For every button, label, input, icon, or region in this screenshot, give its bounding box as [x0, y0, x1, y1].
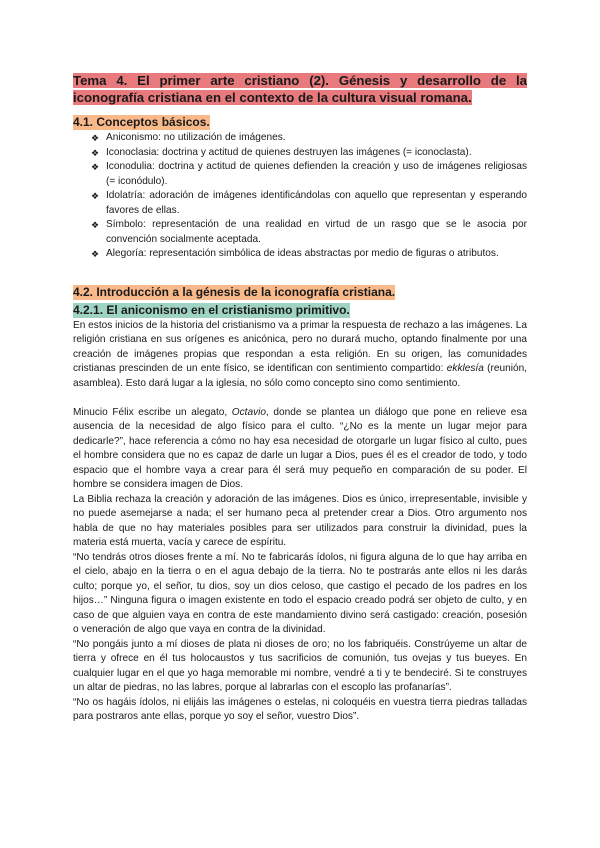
diamond-bullet-icon: ❖ [91, 147, 100, 158]
list-item: ❖ Símbolo: representación de una realidad en virtud de un rasgo que se le asocia por convención socialmente aceptada. [91, 219, 527, 245]
list-item: ❖ Alegoría: representación simbólica de ideas abstractas por medio de figuras o atributos. [91, 247, 527, 262]
list-item: ❖ Idolatría: adoración de imágenes identificándolas con aquello que representan y esperando favores de ellas. [91, 190, 527, 216]
list-item: ❖ Iconoclasia: doctrina y actitud de quienes destruyen las imágenes (= iconoclasta). [91, 146, 527, 161]
page-title: Tema 4. El primer arte cristiano (2). Génesis y desarrollo de la iconografía cristiana en el contexto de la cultura visual romana. [73, 73, 527, 105]
paragraph-spacer [73, 391, 527, 406]
subsection-heading-aniconism: 4.2.1. El aniconismo en el cristianismo primitivo. [73, 302, 350, 317]
quote-paragraph: “No os hagáis ídolos, ni elijáis las imágenes o estelas, ni coloquéis en vuestra tierra piedras talladas para postraros ante ellas, porque yo soy el señor, vuestro Dios”. [73, 696, 527, 722]
list-item: ❖ Aniconismo: no utilización de imágenes. [91, 131, 527, 146]
diamond-bullet-icon: ❖ [91, 162, 100, 172]
section-basic-concepts [73, 113, 527, 262]
quote-paragraph: “No pongáis junto a mí dioses de plata ni dioses de oro; no los fabriquéis. Constrúyeme un altar de tierra y ofrece en él tus holocaustos y tus sacrificios de comunión, tus ovejas y tus bueyes. En cualquier lugar en el que yo haga memorable mi nombre, vendré a ti y te bendeciré. Si te construyes un altar de piedras, no las labres, porque al labrarlas con el escoplo las profanarías”. [73, 638, 527, 693]
diamond-bullet-icon: ❖ [91, 249, 100, 259]
diamond-bullet-icon: ❖ [91, 220, 100, 230]
paragraph: Minucio Félix escribe un alegato, Octavio, donde se plantea un diálogo que pone en relieve esa ausencia de la necesidad de algo físico para el culto. “¿No es la mente un lugar mejor para dedicarle?”, hace referencia a cómo no hay esa necesidad de otorgarle un lugar físico al culto, pues el hombre considera que no es capaz de darle un lugar a Dios, pues él es el creador de todo, y todo espacio que el hombre vaya a crear para él será muy pequeño en comparación de su poder. El hombre se considera imagen de Dios. [73, 406, 527, 490]
diamond-bullet-icon: ❖ [91, 191, 100, 201]
quote-paragraph: “No tendrás otros dioses frente a mí. No te fabricarás ídolos, ni figura alguna de lo que hay arriba en el cielo, abajo en la tierra o en el agua debajo de la tierra. No te postrarás ante ellos ni les darás culto; porque yo, el señor, tu dios, soy un dios celoso, que castigo el pecado de los padres en los hijos…” Ninguna figura o imagen existente en todo el espacio creado podrá ser objeto de culto, y en caso de que alguien vaya en contra de este mandamiento divino será castigado: creación, posesión o veneración de algo que vaya en contra de la divinidad. [73, 551, 527, 635]
paragraph: La Biblia rechaza la creación y adoración de las imágenes. Dios es único, irrepresentable, invisible y no puede asemejarse a nada; el ser humano peca al pretender crear a Dios. Otro argumento nos habla de que no hay materiales posibles para ser utilizados para construir la divinidad, pues la materia está muerta, vacía y carece de espíritu. [73, 493, 527, 548]
concepts-list [73, 131, 527, 262]
section-heading-introduction: 4.2. Introducción a la génesis de la iconografía cristiana. [73, 284, 396, 299]
paragraph: En estos inicios de la historia del cristianismo va a primar la respuesta de rechazo a las imágenes. La religión cristiana en sus orígenes es anicónica, pero no durará mucho, optando finalmente por una creación de imágenes propias que respondan a esta religión. En su origen, las comunidades cristianas prescinden de un ente físico, se identifican con sentimiento compartido: ekklesía (reunión, asamblea). Esto dará lugar a la iglesia, no sólo como concepto sino como sentimiento. [73, 319, 527, 389]
section-heading-basic-concepts: 4.1. Conceptos básicos. [73, 115, 210, 129]
list-item: ❖ Iconodulia: doctrina y actitud de quienes defienden la creación y uso de imágenes religiosas (= iconódulo). [91, 161, 527, 187]
section-introduction [73, 283, 527, 725]
diamond-bullet-icon: ❖ [91, 133, 100, 143]
